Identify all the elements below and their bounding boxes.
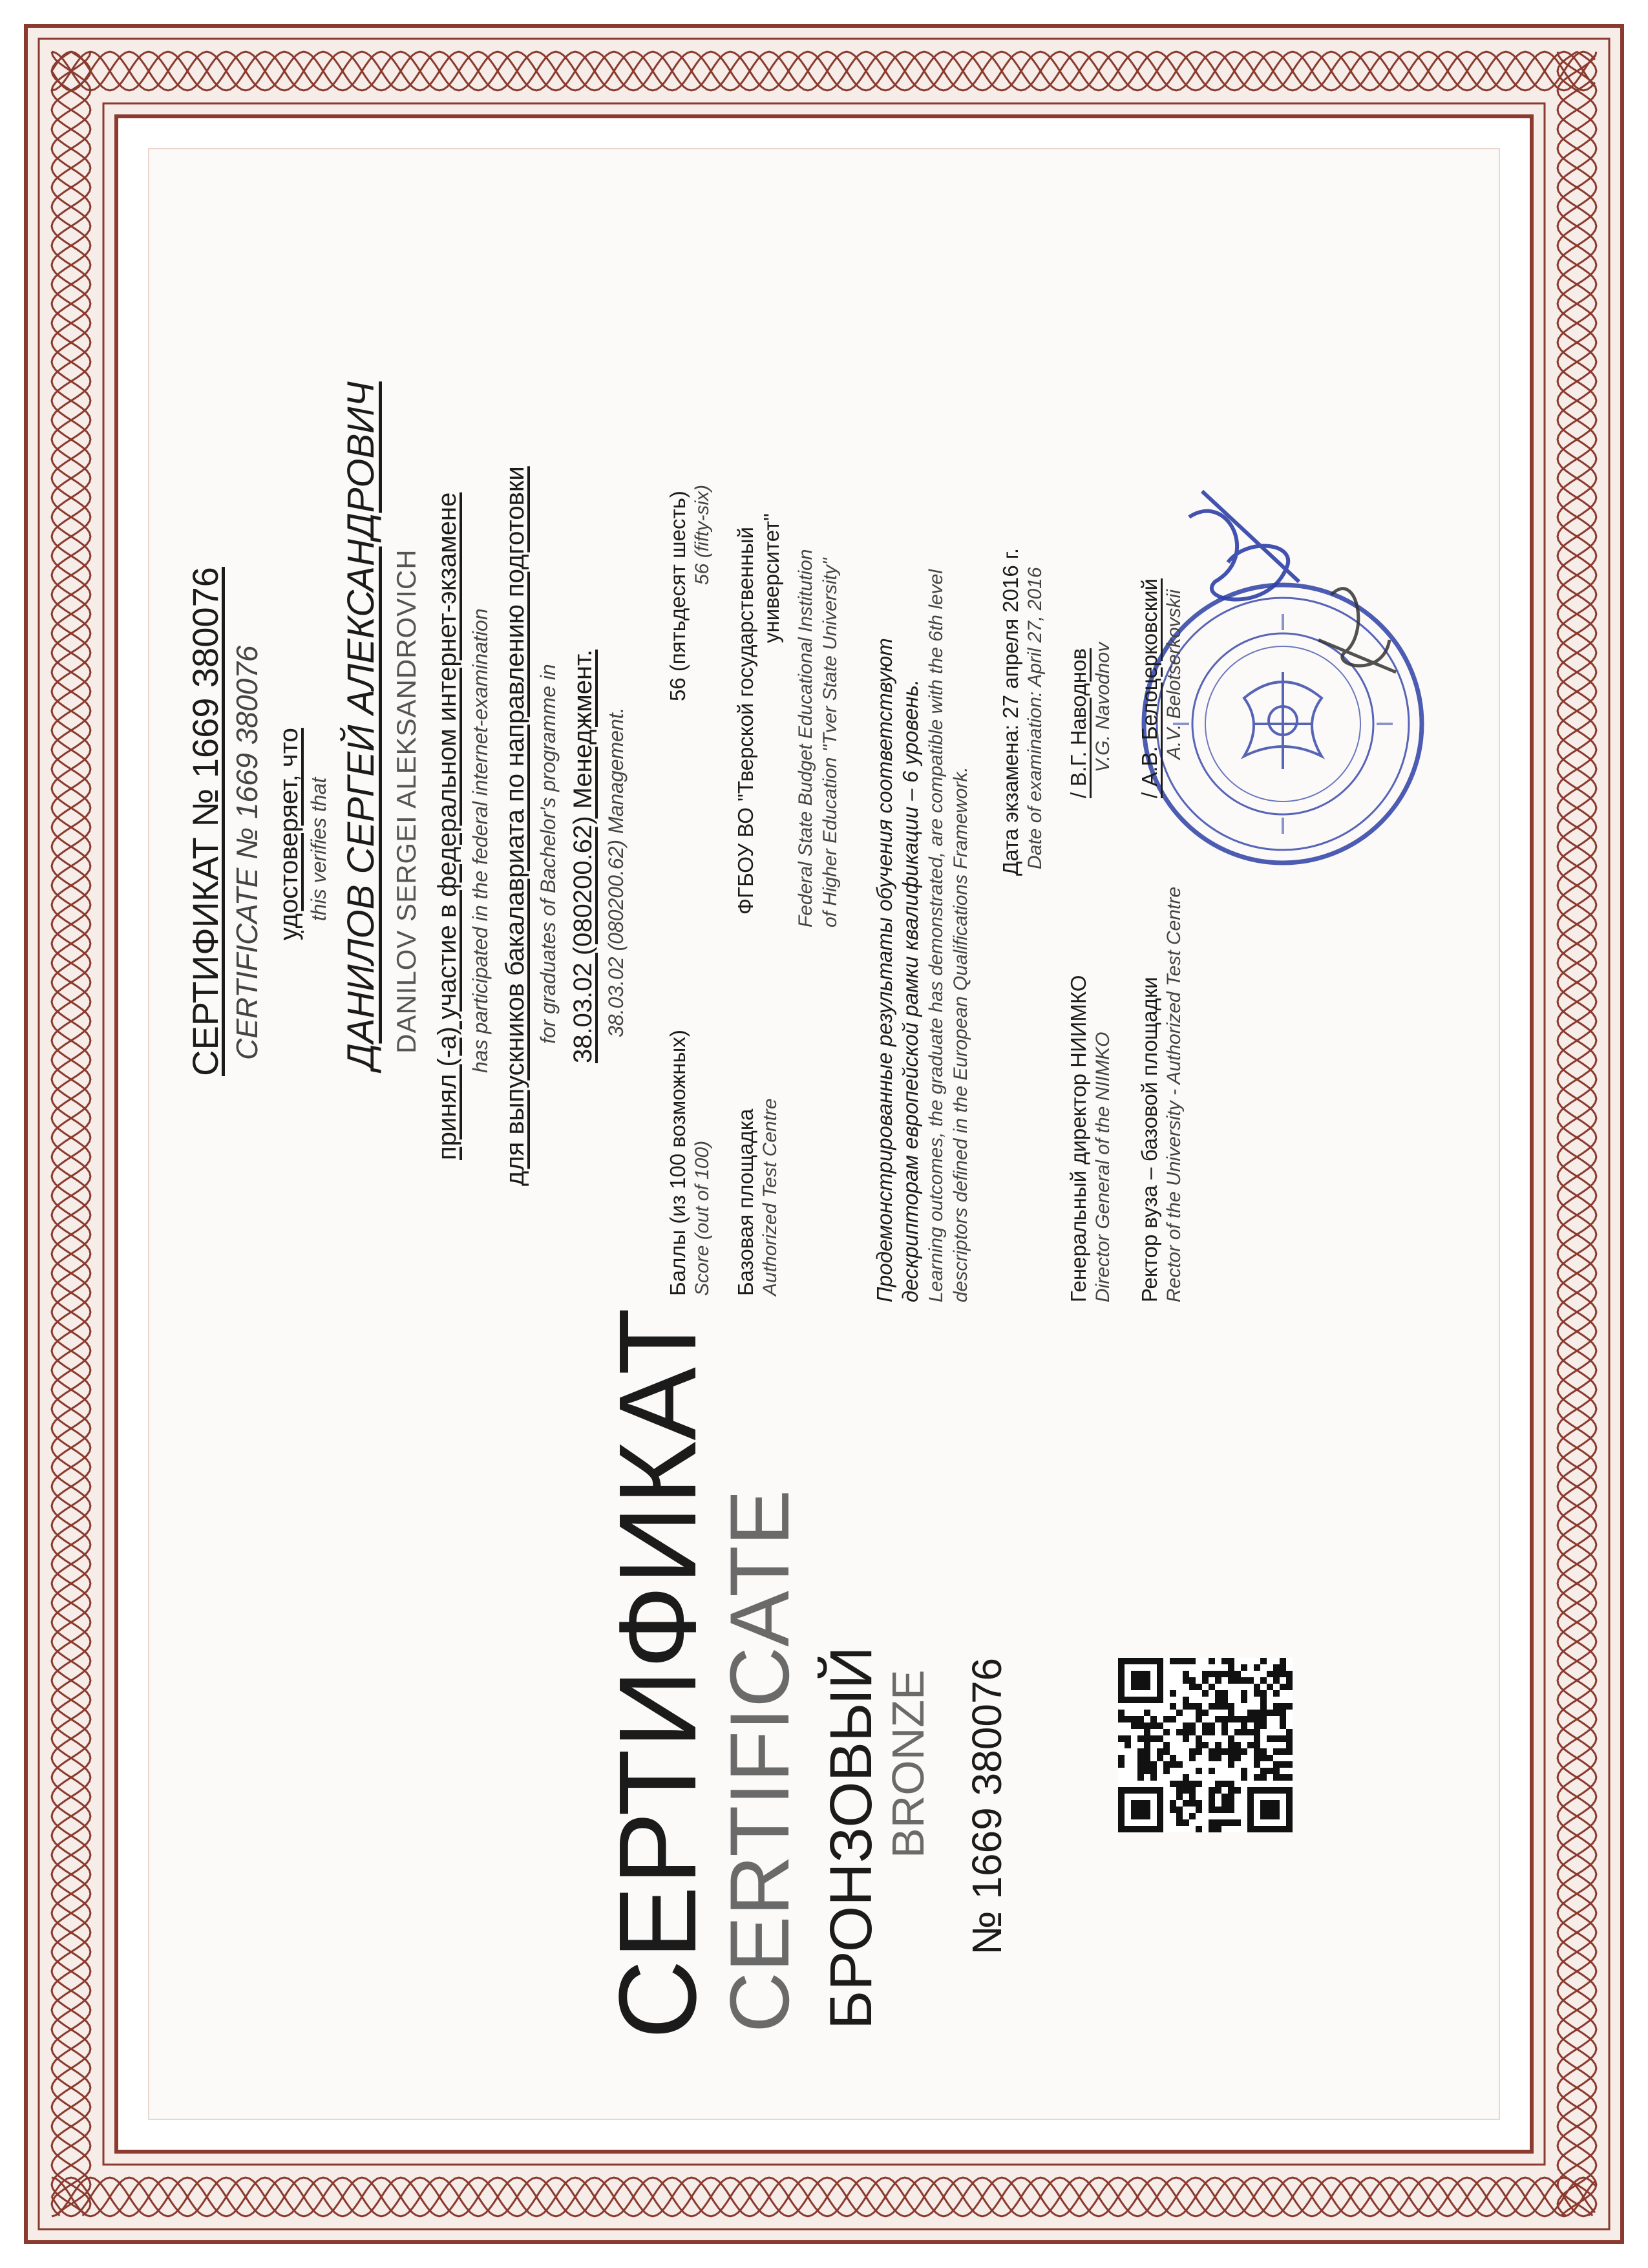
certificate-number: № 1669 380076	[964, 1657, 1010, 1955]
graduates-ru: для выпускников бакалавриата по направлению подготовки	[501, 466, 529, 1186]
cert-heading-ru: СЕРТИФИКАТ № 1669 380076	[185, 567, 226, 1076]
qr-code	[1118, 1658, 1293, 1832]
title-ru: СЕРТИФИКАТ	[597, 1307, 719, 2039]
rector-label-en: Rector of the University - Authorized Test Centre	[1163, 886, 1185, 1302]
rector-label-ru: Ректор вуза – базовой площадки	[1137, 977, 1161, 1302]
title-en: CERTIFICATE	[712, 1489, 807, 2033]
centre-label-ru: Базовая площадка	[734, 1108, 757, 1296]
rector-name-ru: / А.В. Белоцерковский	[1137, 578, 1161, 798]
exam-date-en: Date of examination: April 27, 2016	[1024, 567, 1046, 869]
centre-value-ru-1: ФГБОУ ВО "Тверской государственный	[734, 527, 757, 915]
director-name-en: V.G. Navodnov	[1092, 642, 1114, 772]
score-value-ru: 56 (пятьдесят шесть)	[666, 491, 690, 701]
recipient-name-ru: ДАНИЛОВ СЕРГЕЙ АЛЕКСАНДРОВИЧ	[340, 381, 382, 1070]
verifies-en: this verifies that	[307, 777, 330, 921]
participated-en: has participated in the federal internet-examination	[469, 608, 492, 1073]
director-label-ru: Генеральный директор НИИМКО	[1066, 975, 1090, 1302]
programme-ru: 38.03.02 (080200.62) Менеджмент.	[569, 649, 597, 1063]
recipient-name-en: DANILOV SERGEI ALEKSANDROVICH	[391, 549, 421, 1054]
grade-ru: БРОНЗОВЫЙ	[818, 1646, 884, 2030]
outcomes-ru-2: дескрипторам европейской рамки квалификации – 6 уровень.	[898, 679, 922, 1302]
programme-en: 38.03.02 (080200.62) Management.	[604, 707, 628, 1037]
outcomes-ru-1: Продемонстрированные результаты обучения соответствуют	[872, 638, 896, 1302]
score-value-en: 56 (fifty-six)	[692, 484, 713, 585]
score-label-ru: Баллы (из 100 возможных)	[666, 1030, 690, 1296]
rector-name-en: A.V. Belotserkovskii	[1163, 589, 1185, 759]
cert-heading-en: CERTIFICATE № 1669 380076	[230, 645, 264, 1060]
exam-date-ru: Дата экзамена: 27 апреля 2016 г.	[998, 547, 1022, 876]
outcomes-en-1: Learning outcomes, the graduate has demonstrated, are compatible with the 6th level	[925, 569, 947, 1302]
director-label-en: Director General of the NIIMKO	[1092, 1032, 1114, 1302]
participated-ru: принял (-а) участие в федеральном интернет-экзамене	[433, 492, 461, 1160]
outcomes-en-2: descriptors defined in the European Qualifications Framework.	[950, 767, 971, 1302]
director-name-ru: / В.Г. Наводнов	[1066, 648, 1090, 798]
score-label-en: Score (out of 100)	[692, 1140, 713, 1296]
centre-value-ru-2: университет"	[759, 513, 783, 643]
centre-value-en-2: of Higher Education "Tver State University"	[819, 558, 841, 927]
graduates-en: for graduates of Bachelor's programme in	[536, 664, 560, 1044]
centre-label-en: Authorized Test Centre	[759, 1098, 781, 1296]
grade-en: BRONZE	[883, 1669, 933, 1858]
centre-value-en-1: Federal State Budget Educational Institution	[795, 549, 816, 927]
verifies-ru: удостоверяет, что	[275, 728, 303, 940]
certificate-sheet	[129, 132, 1519, 2136]
